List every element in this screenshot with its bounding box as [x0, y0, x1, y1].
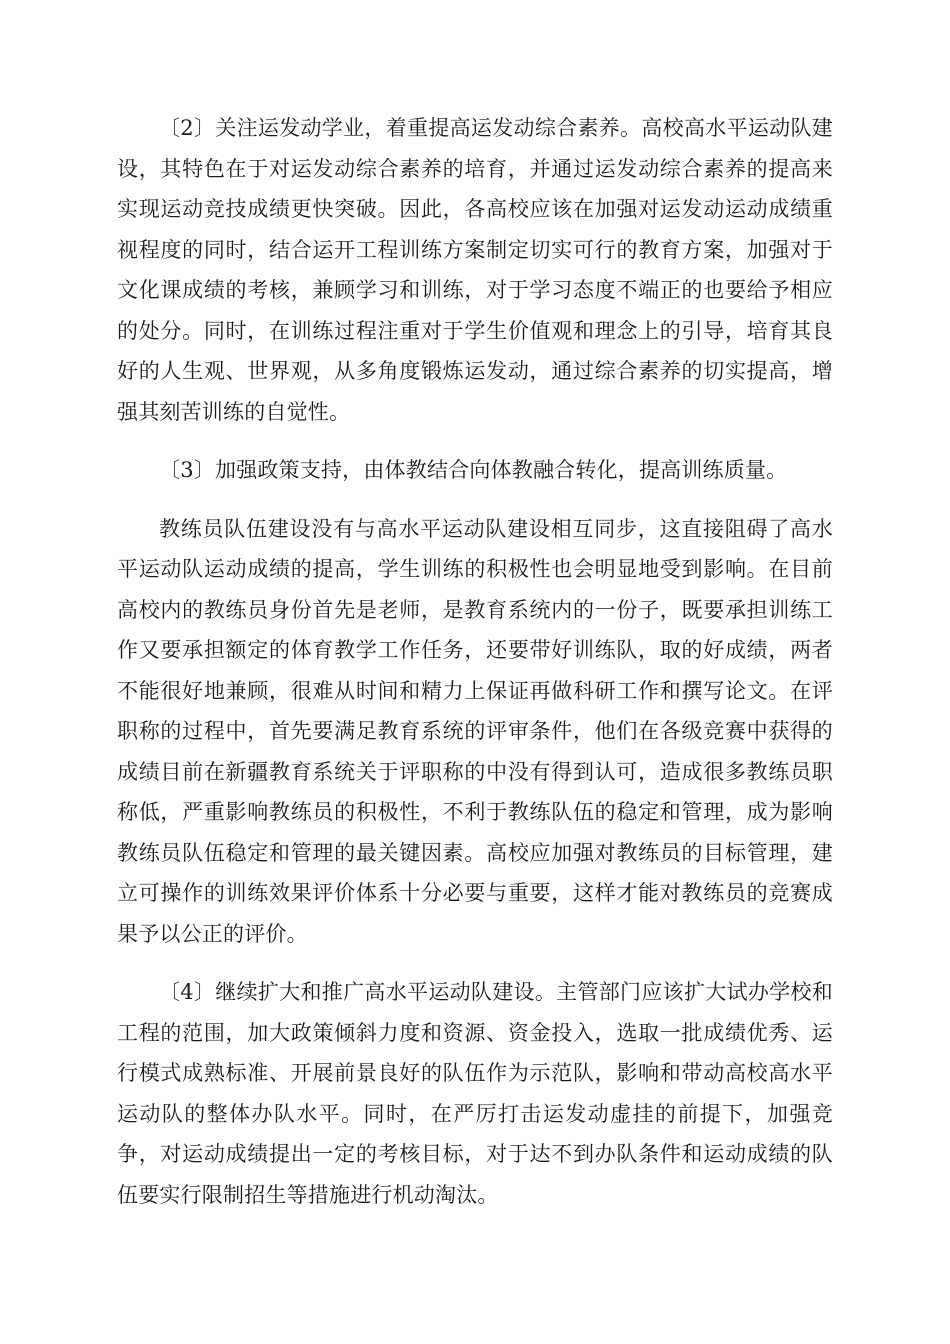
document-body: [117, 108, 833, 1233]
paragraph-item-3-heading: 〔3〕加强政策支持，由体教结合向体教融合转化，提高训练质量。: [159, 458, 788, 482]
paragraph-item-4: 〔4〕继续扩大和推广高水平运动队建设。主管部门应该扩大试办学校和工程的范围，加大政策倾斜力度和资源、资金投入，选取一批成绩优秀、运行模式成熟标准、开展前景良好的队伍作为示范队，影响和带动高校高水平运动队的整体办队水平。同时，在严厉打击运发动虚挂的前提下，加强竞争，对运动成绩提出一定的考核目标，对于达不到办队条件和运动成绩的队伍要实行限制招生等措施进行机动淘汰。: [117, 980, 833, 1207]
paragraph-coach-team: 教练员队伍建设没有与高水平运动队建设相互同步，这直接阻碍了高水平运动队运动成绩的提高，学生训练的积极性也会明显地受到影响。在目前高校内的教练员身份首先是老师，是教育系统内的一份子，既要承担训练工作又要承担额定的体育教学工作任务，还要带好训练队，取的好成绩，两者不能很好地兼顾，很难从时间和精力上保证再做科研工作和撰写论文。在评职称的过程中，首先要满足教育系统的评审条件，他们在各级竞赛中获得的成绩目前在新疆教育系统关于评职称的中没有得到认可，造成很多教练员职称低，严重影响教练员的积极性，不利于教练队伍的稳定和管理，成为影响教练员队伍稳定和管理的最关键因素。高校应加强对教练员的目标管理，建立可操作的训练效果评价体系十分必要与重要，这样才能对教练员的竞赛成果予以公正的评价。: [117, 516, 833, 946]
paragraph-item-2: 〔2〕关注运发动学业，着重提高运发动综合素养。高校高水平运动队建设，其特色在于对运发动综合素养的培育，并通过运发动综合素养的提高来实现运动竞技成绩更快突破。因此，各高校应该在加强对运发动运动成绩重视程度的同时，结合运开工程训练方案制定切实可行的教育方案，加强对于文化课成绩的考核，兼顾学习和训练，对于学习态度不端正的也要给予相应的处分。同时，在训练过程注重对于学生价值观和理念上的引导，培育其良好的人生观、世界观，从多角度锻炼运发动，通过综合素养的切实提高，增强其刻苦训练的自觉性。: [117, 116, 833, 424]
